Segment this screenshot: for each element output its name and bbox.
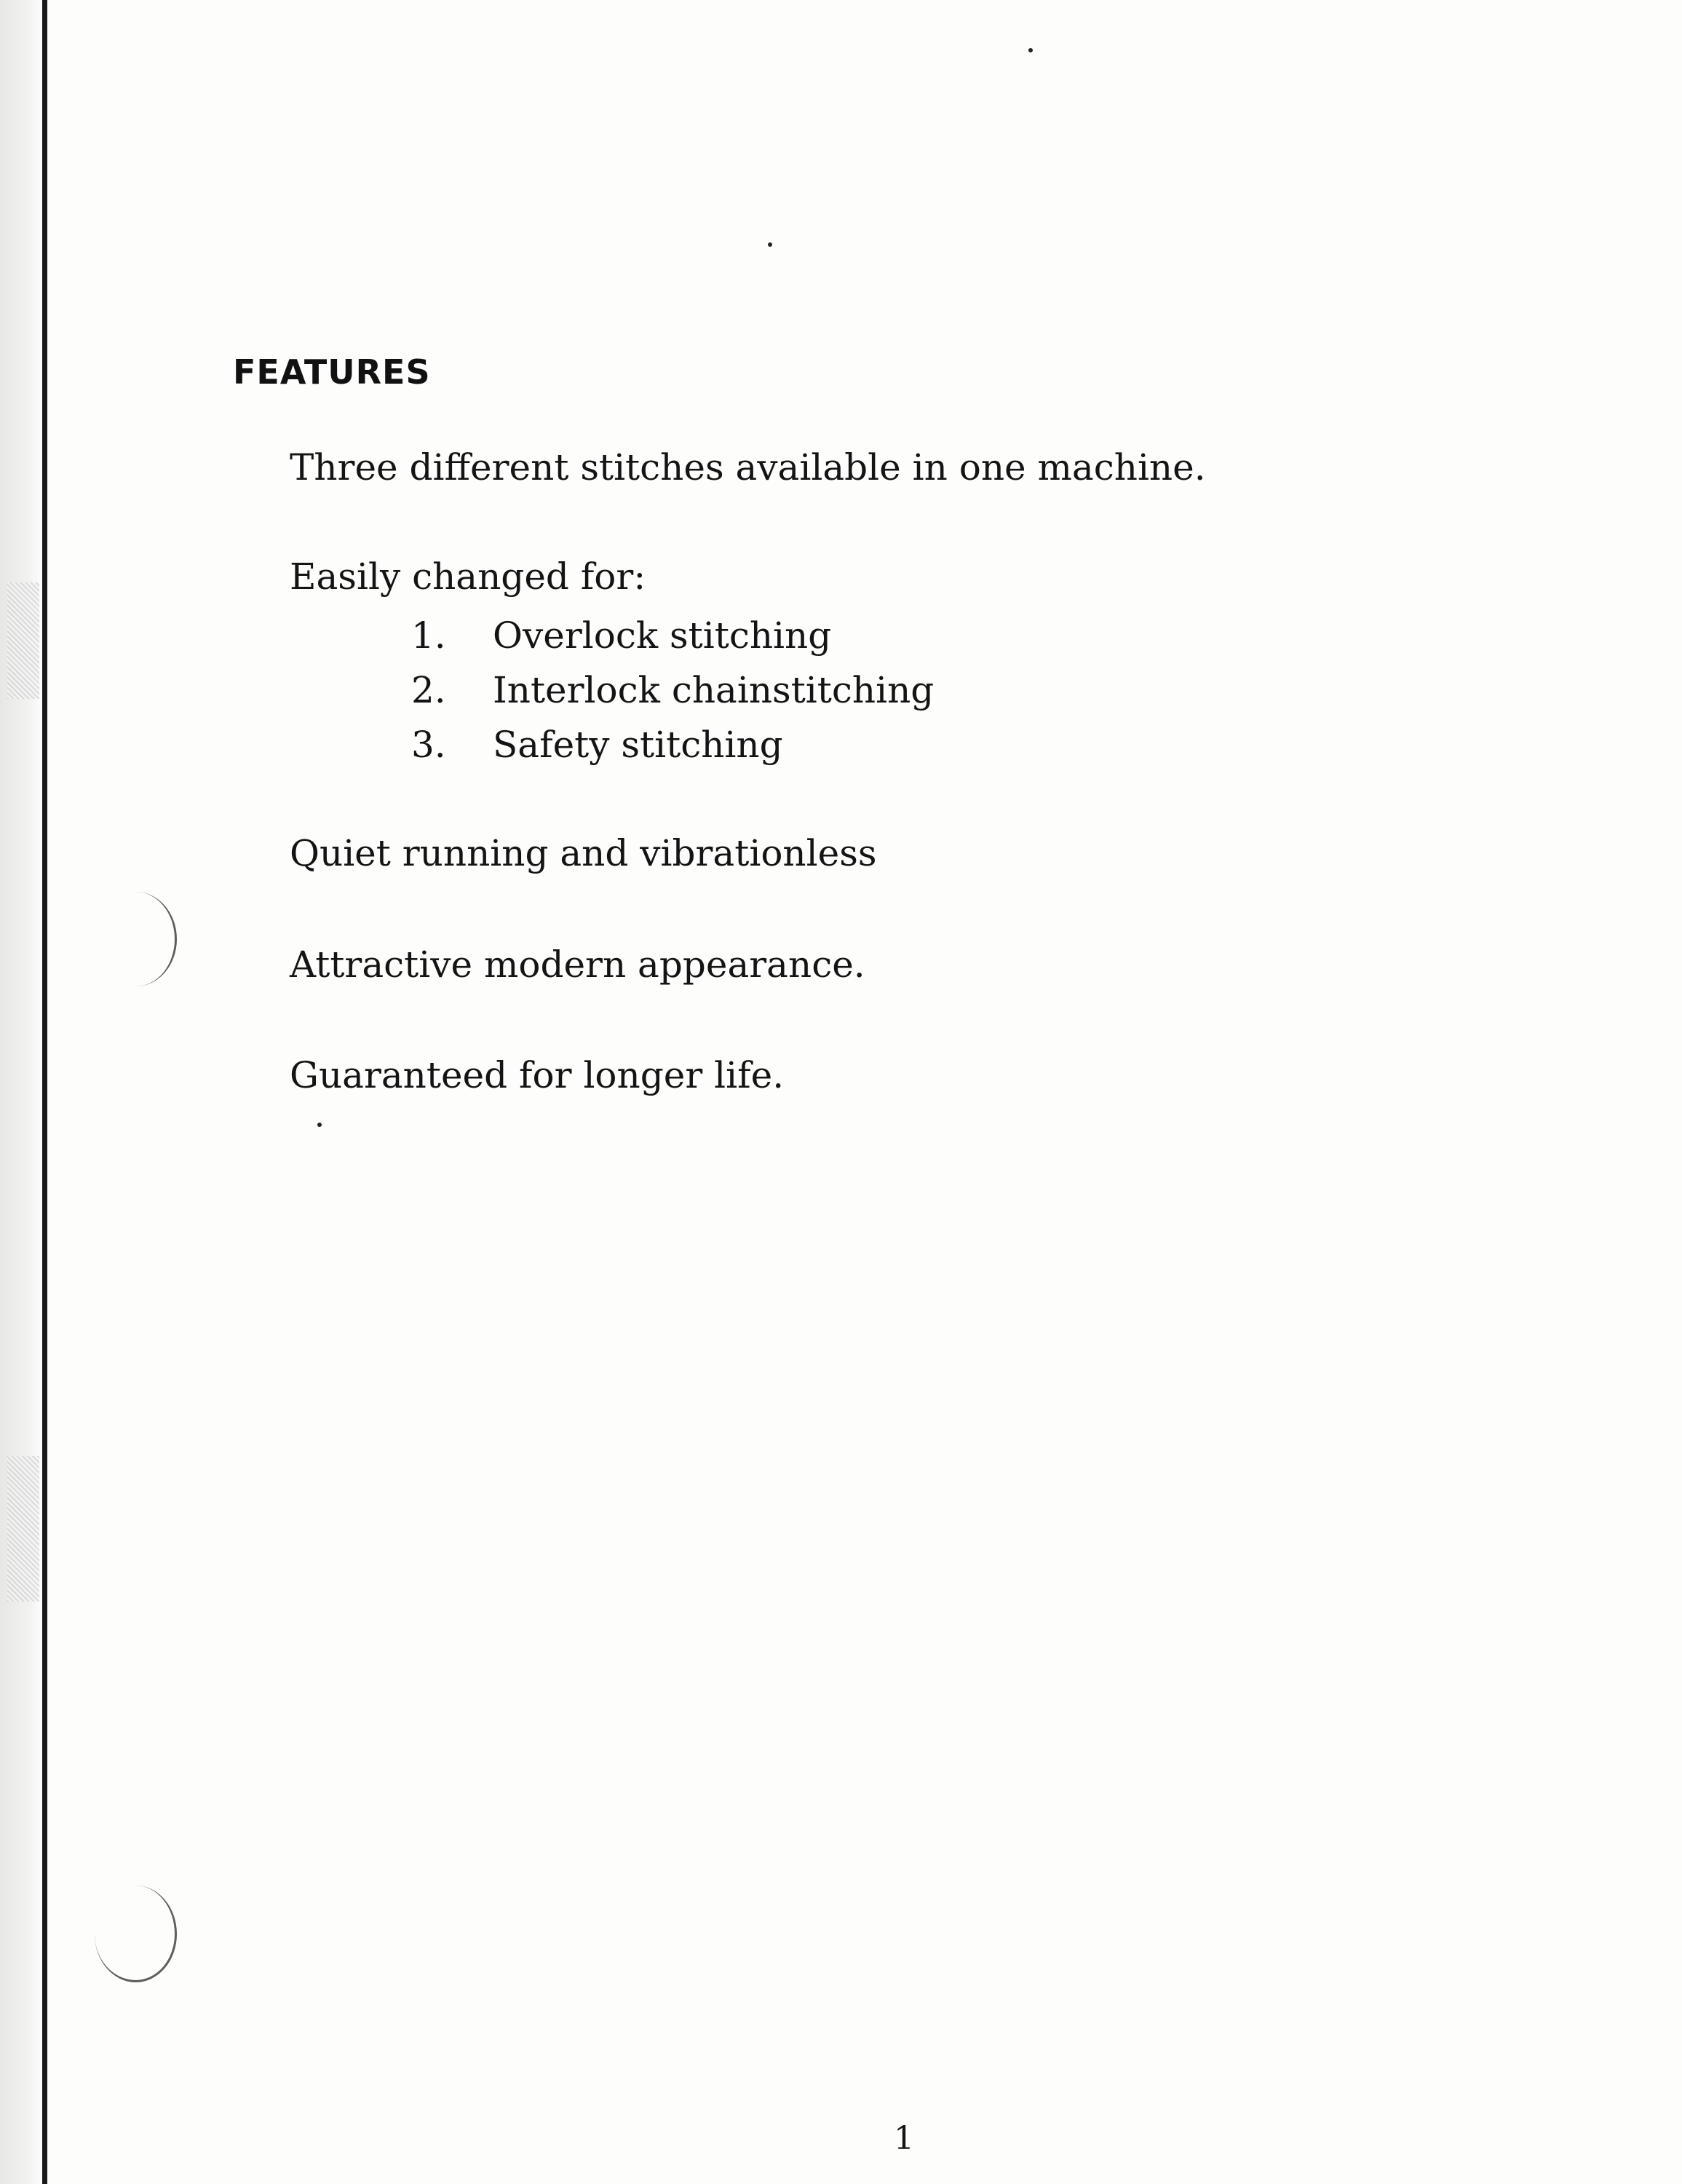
list-item-number: 1. (411, 614, 446, 657)
list-item-number: 2. (411, 669, 446, 711)
scan-dot (317, 1123, 322, 1127)
scan-dot (1028, 48, 1033, 52)
scan-dot (768, 242, 772, 247)
page-number: 1 (894, 2120, 914, 2157)
page-heading: FEATURES (233, 352, 431, 392)
list-item (411, 718, 934, 772)
list-item-label: Overlock stitching (493, 614, 832, 657)
feature-easily-changed: Easily changed for: (290, 555, 646, 598)
binding-line (42, 0, 47, 2184)
feature-longer-life: Guaranteed for longer life. (290, 1054, 785, 1096)
scan-speckle (7, 1456, 39, 1602)
list-item (411, 663, 934, 718)
stitch-options-list (411, 609, 934, 772)
list-item (411, 609, 934, 663)
list-item-label: Interlock chainstitching (493, 669, 935, 711)
punch-hole-icon (95, 892, 177, 986)
list-item-number: 3. (411, 724, 446, 766)
feature-modern-appearance: Attractive modern appearance. (290, 943, 865, 986)
list-item-label: Safety stitching (493, 724, 783, 766)
feature-quiet-running: Quiet running and vibrationless (290, 832, 877, 874)
scan-speckle (7, 582, 39, 699)
binding-edge (0, 0, 42, 2184)
feature-three-stitches: Three different stitches available in one machine. (290, 446, 1206, 488)
punch-hole-icon (95, 1886, 177, 1982)
